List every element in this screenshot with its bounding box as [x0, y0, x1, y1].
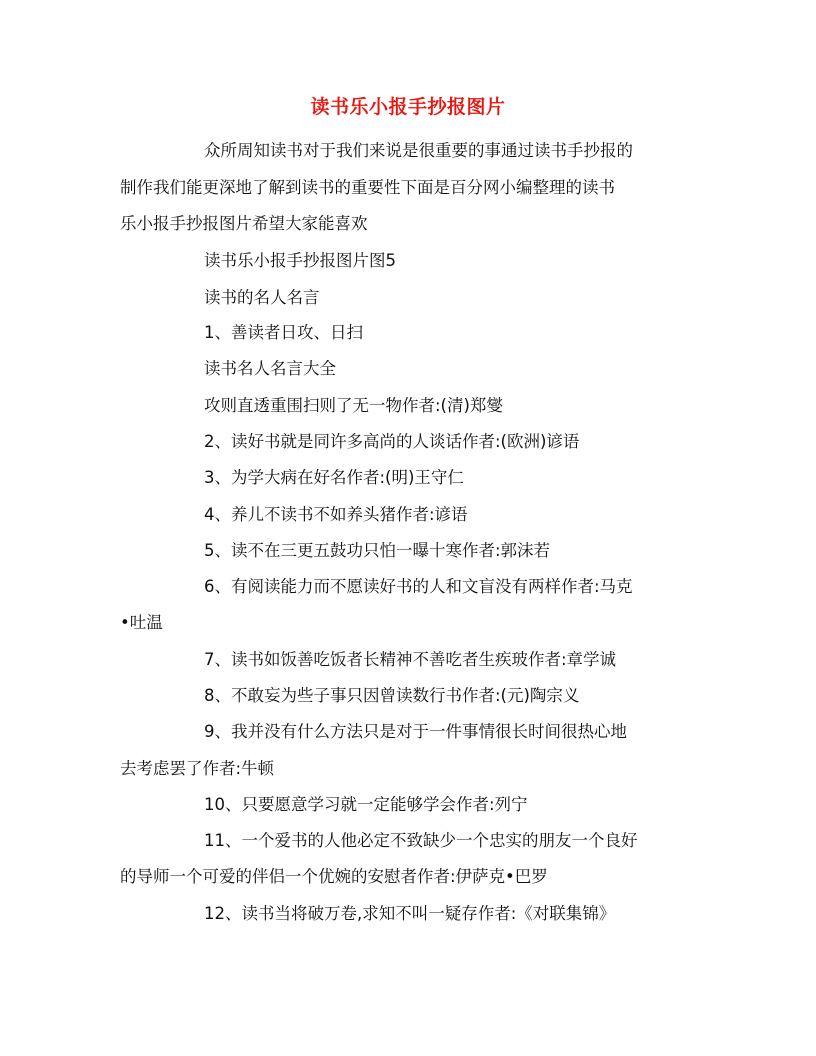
quote-11-line-2: 的导师一个可爱的伴侣一个优婉的安慰者作者:伊萨克•巴罗: [120, 867, 548, 886]
quote-12: 12、读书当将破万卷,求知不叫一疑存作者:《对联集锦》: [204, 904, 616, 923]
quote-6-line-2: •吐温: [120, 613, 163, 632]
quote-4: 4、养儿不读书不如养头猪作者:谚语: [204, 505, 468, 524]
quote-5: 5、读不在三更五鼓功只怕一曝十寒作者:郭沫若: [204, 541, 551, 560]
quote-9-line-1: 9、我并没有什么方法只是对于一件事情很长时间很热心地: [204, 722, 627, 741]
document-title: 读书乐小报手抄报图片: [310, 96, 506, 118]
image-caption: 读书乐小报手抄报图片图5: [204, 251, 396, 270]
quote-1-continued: 攻则直透重围扫则了无一物作者:(清)郑燮: [204, 396, 503, 415]
section-heading: 读书的名人名言: [204, 288, 320, 307]
quote-1: 1、善读者日攻、日扫: [204, 323, 363, 342]
intro-line-3: 乐小报手抄报图片希望大家能喜欢: [120, 214, 368, 233]
quote-9-line-2: 去考虑罢了作者:牛顿: [120, 759, 275, 778]
quote-7: 7、读书如饭善吃饭者长精神不善吃者生疾玻作者:章学诚: [204, 650, 617, 669]
quote-2: 2、读好书就是同许多高尚的人谈话作者:(欧洲)谚语: [204, 432, 580, 451]
quote-8: 8、不敢妄为些子事只因曾读数行书作者:(元)陶宗义: [204, 686, 580, 705]
quote-11-line-1: 11、一个爱书的人他必定不致缺少一个忠实的朋友一个良好: [204, 831, 638, 850]
intro-line-2: 制作我们能更深地了解到读书的重要性下面是百分网小编整理的读书: [120, 178, 615, 197]
subheading: 读书名人名言大全: [204, 359, 336, 378]
quote-10: 10、只要愿意学习就一定能够学会作者:列宁: [204, 795, 528, 814]
intro-line-1: 众所周知读书对于我们来说是很重要的事通过读书手抄报的: [204, 141, 633, 160]
quote-3: 3、为学大病在好名作者:(明)王守仁: [204, 468, 464, 487]
quote-6-line-1: 6、有阅读能力而不愿读好书的人和文盲没有两样作者:马克: [204, 577, 633, 596]
